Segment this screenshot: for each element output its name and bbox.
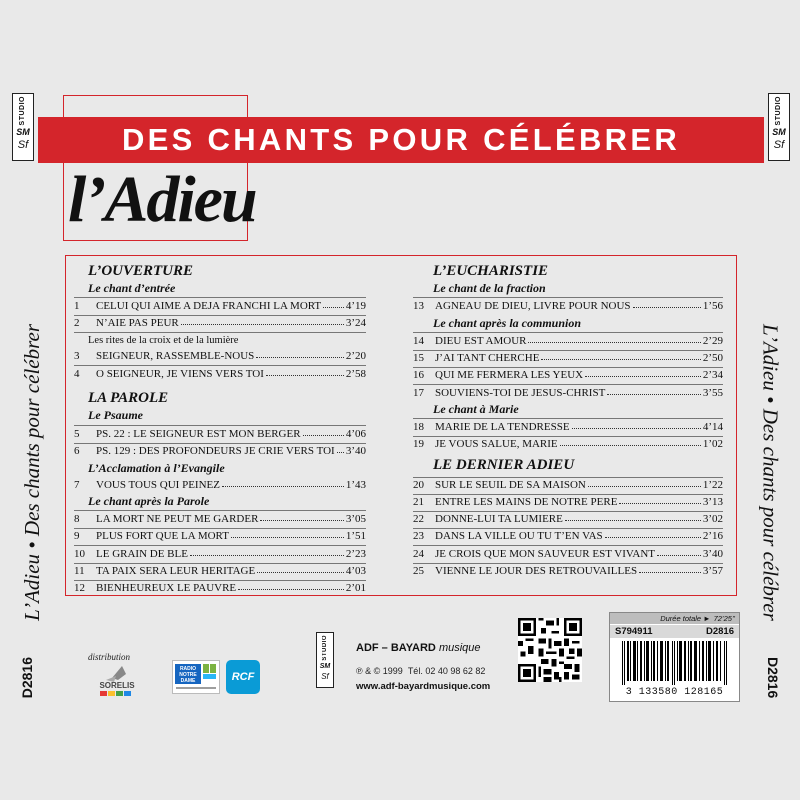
divider [413,511,723,512]
track-row: 2 N’AIE PAS PEUR 3’24 [74,317,366,329]
track-row: 4 O SEIGNEUR, JE VIENS VERS TOI 2’58 [74,368,366,380]
divider [413,384,723,385]
studio-sm-logo-left: STUDIO SM Sf [12,93,34,161]
divider [74,365,366,366]
divider [74,528,366,529]
track-row: 10 LE GRAIN DE BLE 2’23 [74,548,366,560]
track-row: 24 JE CROIS QUE MON SAUVEUR EST VIVANT 3’40 [413,548,723,560]
divider [74,297,366,298]
ean-number: 3 133580 128165 [625,687,724,698]
divider [413,418,723,419]
spine-left-text: L’Adieu • Des chants pour célébrer [19,323,44,621]
track-row: 7 VOUS TOUS QUI PEINEZ 1’43 [74,479,366,491]
track-row: 9 PLUS FORT QUE LA MORT 1’51 [74,530,366,542]
track-row: 12 BIENHEUREUX LE PAUVRE 2’01 [74,582,366,594]
track-row: 16 QUI ME FERMERA LES YEUX 2’34 [413,369,723,381]
tracklist [65,255,737,596]
divider [74,315,366,316]
divider [74,510,366,511]
spine-code-left: D2816 [19,657,35,699]
divider [413,332,723,333]
track-row: 15 J’AI TANT CHERCHE 2’50 [413,352,723,364]
divider [74,443,366,444]
radio-notre-dame-logo [172,660,220,694]
section-subtitle: Le chant après la Parole [88,494,210,508]
track-row: 17 SOUVIENS-TOI DE JESUS-CHRIST 3’55 [413,387,723,399]
track-row: 14 DIEU EST AMOUR 2’29 [413,335,723,347]
catalog-ref: S794911 D2816 [610,625,739,638]
track-row: 21 ENTRE LES MAINS DE NOTRE PERE 3’13 [413,496,723,508]
svg-text:DAME: DAME [180,678,196,684]
rcf-logo: RCF [226,660,260,694]
track-row: 22 DONNE-LUI TA LUMIERE 3’02 [413,513,723,525]
section-title: L’OUVERTURE [88,263,194,279]
divider [74,563,366,564]
divider [413,528,723,529]
track-row: 11 TA PAIX SERA LEUR HERITAGE 4’03 [74,565,366,577]
divider [74,332,366,333]
spine-code-right: D2816 [765,657,781,699]
spine-right [752,262,788,682]
svg-text:SORELIS: SORELIS [99,681,135,690]
divider [413,367,723,368]
divider [74,580,366,581]
divider [413,436,723,437]
section-subtitle: Le Psaume [88,408,143,422]
copyright-line: ℗ & © 1999 Tél. 02 40 98 62 82 [356,666,486,676]
spine-right-text: L’Adieu • Des chants pour célébrer [758,323,783,621]
track-row: 8 LA MORT NE PEUT ME GARDER 3’05 [74,513,366,525]
track-row: 3 SEIGNEUR, RASSEMBLE-NOUS 2’20 [74,350,366,362]
divider [413,494,723,495]
section-note: Les rites de la croix et de la lumière [88,335,239,346]
sorelis-logo [92,664,142,698]
distribution-label: distribution [88,652,131,662]
track-row: 19 JE VOUS SALUE, MARIE 1’02 [413,438,723,450]
qr-code [518,618,582,682]
album-title: l’Adieu [68,163,256,236]
track-row: 23 DANS LA VILLE OU TU T’EN VAS 2’16 [413,530,723,542]
total-duration: Durée totale ► 72’25’’ [610,613,739,624]
section-subtitle: Le chant d’entrée [88,281,176,295]
studio-sm-logo-right: STUDIO SM Sf [768,93,790,161]
divider [413,545,723,546]
section-subtitle: Le chant après la communion [433,316,582,330]
label-url: www.adf-bayardmusique.com [356,681,491,692]
barcode [620,641,730,685]
divider [74,425,366,426]
divider [413,297,723,298]
banner-text: DES CHANTS POUR CÉLÉBRER [121,122,681,157]
track-row: 5 PS. 22 : LE SEIGNEUR EST MON BERGER 4’06 [74,428,366,440]
svg-text:NOTRE: NOTRE [179,672,197,678]
svg-text:RADIO: RADIO [179,666,197,672]
section-subtitle: Le chant à Marie [433,402,519,416]
divider [413,563,723,564]
section-subtitle: L’Acclamation à l’Evangile [88,461,225,475]
track-row: 20 SUR LE SEUIL DE SA MAISON 1’22 [413,479,723,491]
track-row: 13 AGNEAU DE DIEU, LIVRE POUR NOUS 1’56 [413,300,723,312]
track-row: 18 MARIE DE LA TENDRESSE 4’14 [413,421,723,433]
label-name: ADF – BAYARD musique [356,642,481,654]
section-title: LA PAROLE [88,390,169,406]
studio-sm-logo-bottom: STUDIO SM Sf [316,632,334,688]
divider [413,477,723,478]
section-subtitle: Le chant de la fraction [433,281,546,295]
track-row: 6 PS. 129 : DES PROFONDEURS JE CRIE VERS TOI 3’40 [74,445,366,457]
track-row: 1 CELUI QUI AIME A DEJA FRANCHI LA MORT 4’19 [74,300,366,312]
barcode-panel [609,612,740,702]
section-title: LE DERNIER ADIEU [433,457,575,473]
divider [74,545,366,546]
section-title: L’EUCHARISTIE [433,263,549,279]
header-banner [38,117,764,163]
spine-left [14,262,50,682]
track-row: 25 VIENNE LE JOUR DES RETROUVAILLES 3’57 [413,565,723,577]
divider [413,350,723,351]
